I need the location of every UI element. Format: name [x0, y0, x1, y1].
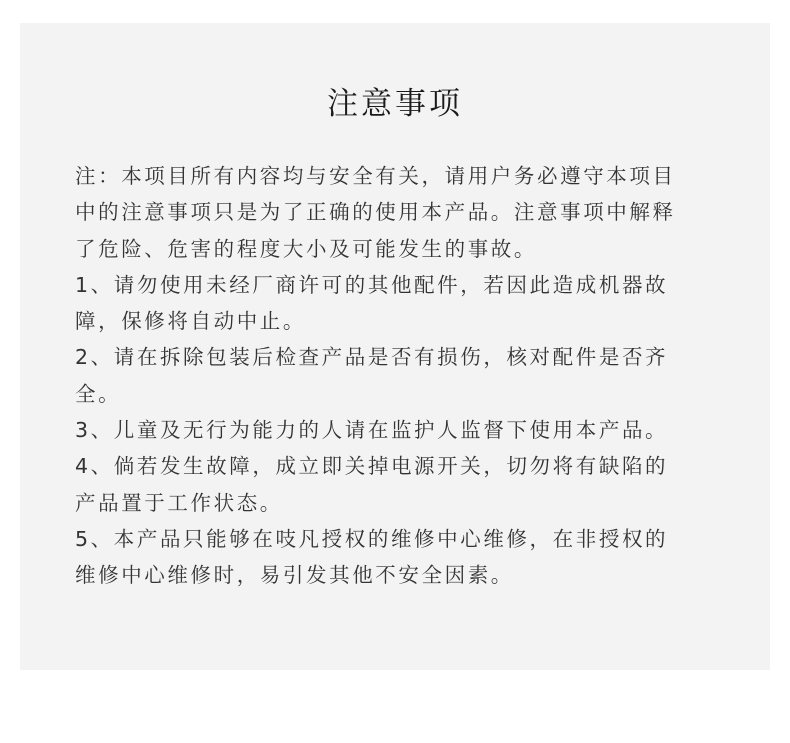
notice-body — [75, 158, 745, 594]
notice-line: 注：本项目所有内容均与安全有关，请用户务必遵守本项目 — [75, 164, 676, 188]
notice-line: 障，保修将自动中止。 — [75, 309, 306, 334]
notice-line: 3、儿童及无行为能力的人请在监护人监督下使用本产品。 — [75, 418, 669, 443]
notice-line: 5、本产品只能够在吱凡授权的维修中心维修，在非授权的 — [75, 526, 669, 551]
notice-line: 2、请在拆除包装后检查产品是否有损伤，核对配件是否齐 — [75, 345, 669, 370]
notice-line: 1、请勿使用未经厂商许可的其他配件，若因此造成机器故 — [75, 272, 669, 297]
notice-line: 产品置于工作状态。 — [75, 490, 283, 515]
notice-line: 4、倘若发生故障，成立即关掉电源开关，切勿将有缺陷的 — [75, 454, 669, 479]
notice-line: 了危险、危害的程度大小及可能发生的事故。 — [75, 236, 537, 261]
notice-line: 全。 — [75, 381, 122, 406]
notice-line: 中的注意事项只是为了正确的使用本产品。注意事项中解释 — [75, 200, 676, 225]
page-title: 注意事项 — [327, 86, 463, 122]
notice-line: 维修中心维修时，易引发其他不安全因素。 — [75, 563, 514, 588]
